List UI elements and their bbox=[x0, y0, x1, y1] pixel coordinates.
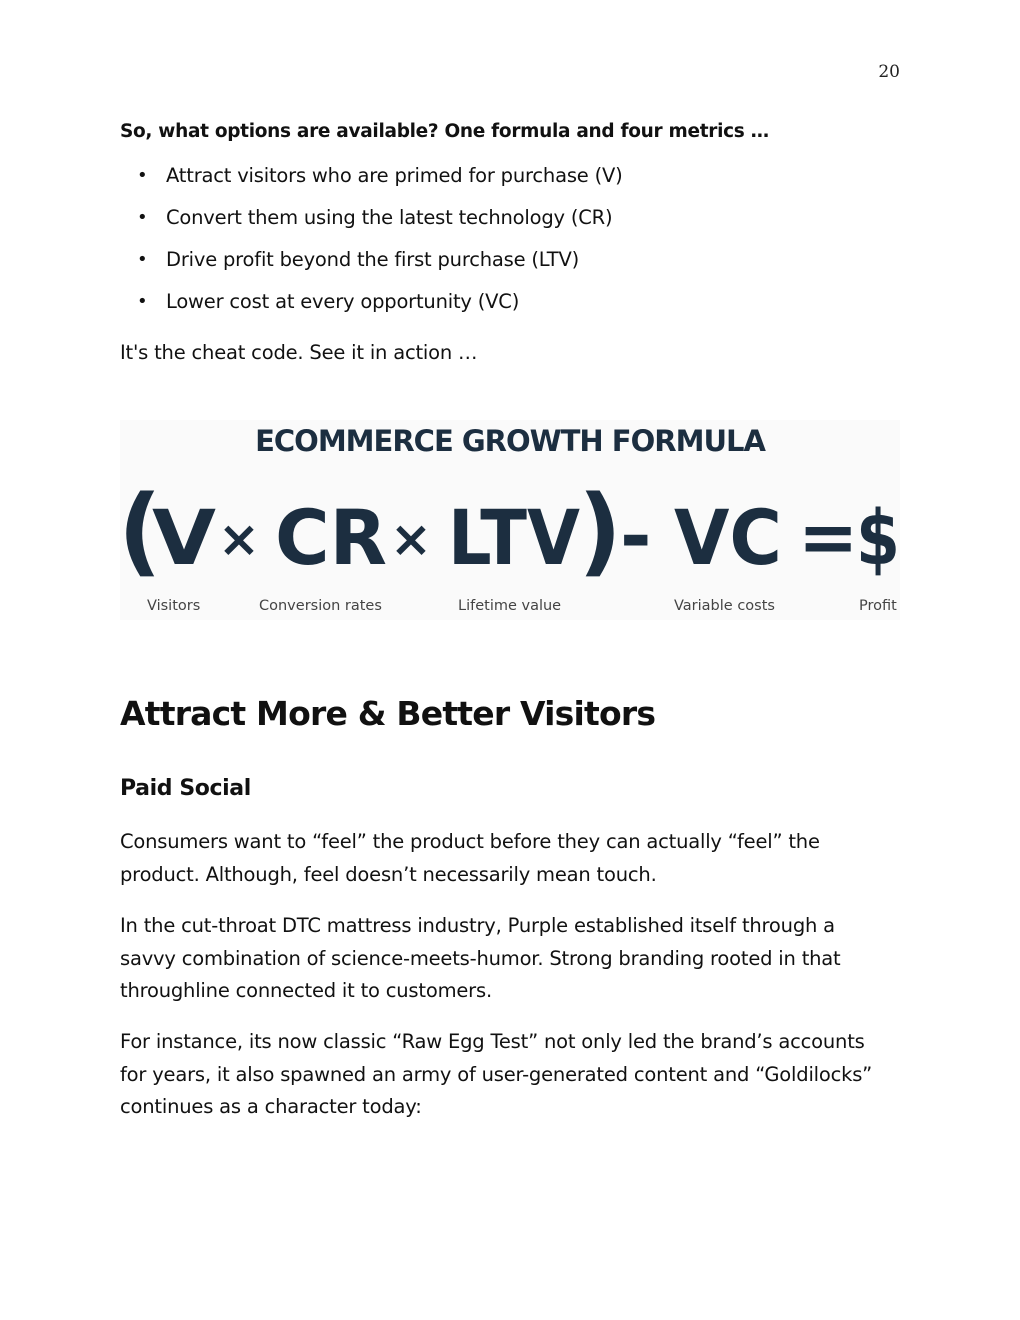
paragraph-line: throughline connected it to customers. bbox=[120, 979, 492, 1002]
subsection-title: Paid Social bbox=[120, 776, 251, 801]
paragraph-line: For instance, its now classic “Raw Egg Test” not only led the brand’s accounts bbox=[120, 1030, 865, 1053]
formula-v: V bbox=[152, 493, 217, 582]
list-item bbox=[120, 202, 623, 244]
paragraph-1 bbox=[120, 826, 910, 891]
bullet-icon: • bbox=[137, 207, 148, 228]
growth-formula-graphic bbox=[120, 420, 900, 620]
metrics-list bbox=[120, 160, 623, 328]
list-item-text: Attract visitors who are primed for purchase (V) bbox=[166, 164, 623, 187]
paragraph-line: for years, it also spawned an army of user-generated content and “Goldilocks” bbox=[120, 1062, 873, 1086]
label-variable-costs: Variable costs bbox=[674, 598, 775, 614]
section-title: Attract More & Better Visitors bbox=[120, 694, 656, 733]
label-profit: Profit bbox=[859, 598, 897, 614]
paragraph-line: Consumers want to “feel” the product before they can actually “feel” the bbox=[120, 830, 820, 853]
label-visitors: Visitors bbox=[147, 598, 201, 614]
page-number: 20 bbox=[878, 62, 900, 82]
formula-open-paren: ( bbox=[118, 475, 162, 587]
formula-close-paren: ) bbox=[578, 475, 622, 587]
paragraph-line: savvy combination of science-meets-humor. Strong branding rooted in that bbox=[120, 946, 841, 970]
list-item-text: Convert them using the latest technology (CR) bbox=[166, 206, 613, 229]
bullet-icon: • bbox=[137, 249, 148, 270]
list-item-text: Drive profit beyond the first purchase (LTV) bbox=[166, 248, 580, 271]
paragraph-2 bbox=[120, 910, 910, 1008]
formula-times-1: × bbox=[218, 510, 260, 568]
paragraph-3 bbox=[120, 1026, 910, 1124]
list-item bbox=[120, 286, 623, 328]
bullet-icon: • bbox=[137, 165, 148, 186]
formula-cr: CR bbox=[275, 493, 387, 582]
formula-vc: VC bbox=[674, 493, 782, 582]
formula-title: ECOMMERCE GROWTH FORMULA bbox=[255, 424, 765, 458]
cheat-code-text: It's the cheat code. See it in action … bbox=[120, 341, 478, 364]
formula-dollar: $ bbox=[856, 493, 900, 582]
formula-times-2: × bbox=[390, 510, 432, 568]
label-lifetime-value: Lifetime value bbox=[458, 598, 562, 614]
list-item bbox=[120, 244, 623, 286]
formula-equation bbox=[118, 475, 902, 587]
formula-equals: = bbox=[798, 495, 859, 579]
formula-ltv: LTV bbox=[448, 493, 581, 582]
intro-heading: So, what options are available? One formula and four metrics … bbox=[120, 121, 769, 142]
list-item bbox=[120, 160, 623, 202]
paragraph-line: continues as a character today: bbox=[120, 1095, 422, 1118]
bullet-icon: • bbox=[137, 291, 148, 312]
list-item-text: Lower cost at every opportunity (VC) bbox=[166, 290, 520, 313]
formula-minus: - bbox=[620, 491, 652, 580]
formula-labels bbox=[120, 598, 900, 618]
paragraph-line: product. Although, feel doesn’t necessarily mean touch. bbox=[120, 862, 657, 886]
label-conversion-rates: Conversion rates bbox=[259, 598, 382, 614]
formula-equation-svg bbox=[118, 475, 902, 587]
paragraph-line: In the cut-throat DTC mattress industry, Purple established itself through a bbox=[120, 914, 835, 937]
